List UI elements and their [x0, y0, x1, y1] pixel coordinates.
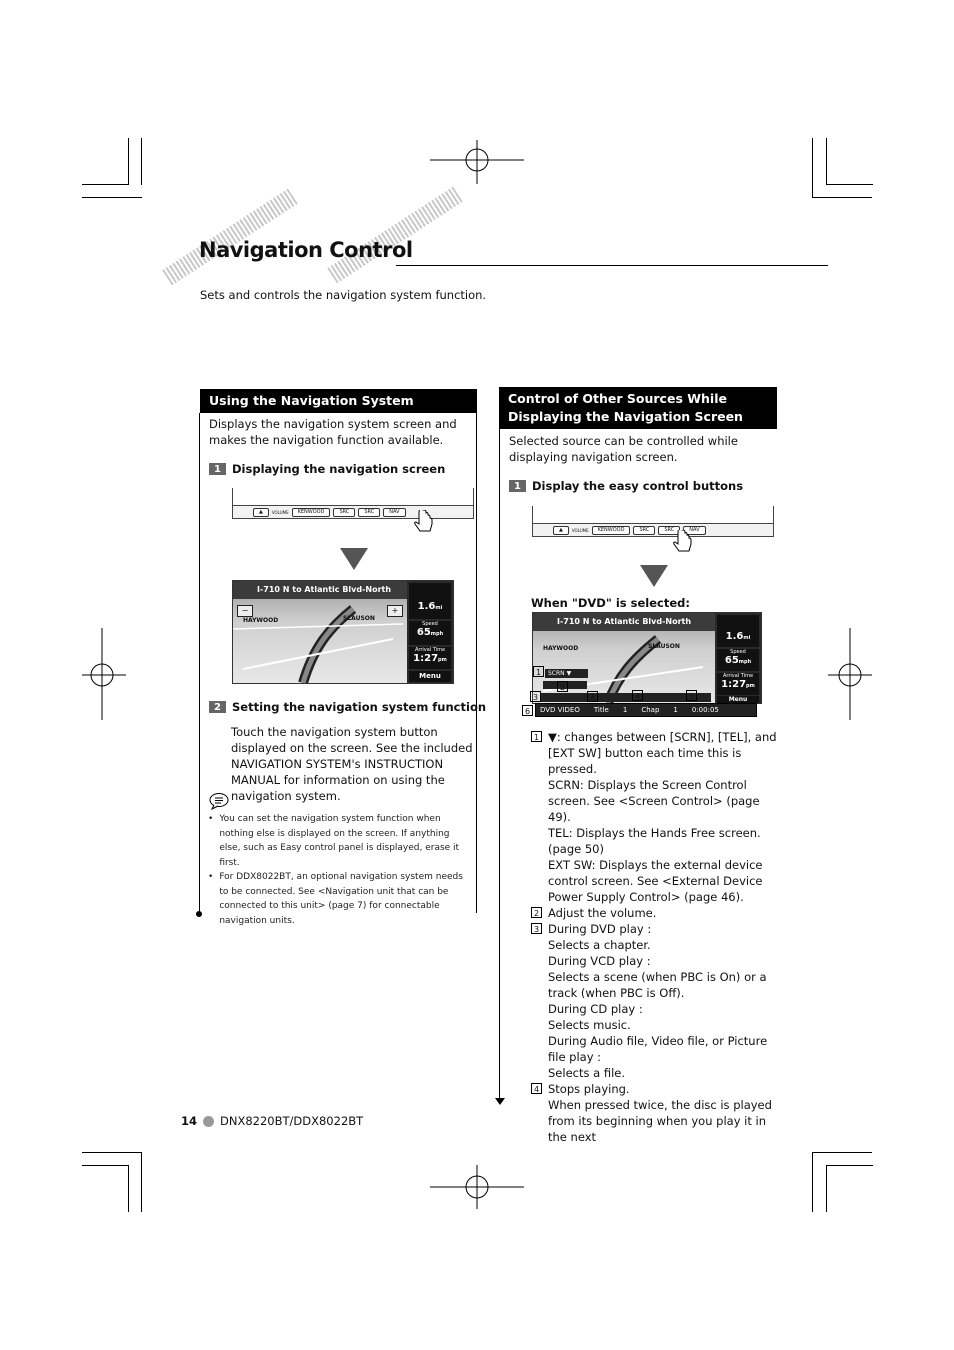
callout: 4 [632, 690, 643, 701]
crop-mark [82, 184, 129, 185]
step-label: Setting the navigation system function [232, 700, 487, 714]
crop-mark [812, 1152, 872, 1153]
section-heading-left: Using the Navigation System [200, 389, 477, 413]
step-2-left [209, 700, 486, 714]
crop-mark [812, 197, 872, 198]
panel-volume-label: VOLUME [271, 509, 289, 515]
registration-mark-icon [82, 628, 126, 720]
nav-street: I-710 N to Atlantic Blvd-North [233, 581, 407, 599]
map-place-label: HAYWOOD [243, 617, 279, 624]
crop-mark [812, 1152, 813, 1212]
column-divider-right [499, 429, 500, 1099]
section-heading-right: Control of Other Sources While Displaying the Navigation Screen [499, 387, 777, 429]
panel-button-bar [533, 523, 773, 536]
panel-src-button[interactable]: SRC [333, 508, 355, 517]
arrival-box [409, 647, 451, 669]
crop-mark [826, 1165, 827, 1212]
panel-nav-button[interactable]: NAV [683, 526, 705, 535]
distance-box [717, 615, 759, 647]
speed-unit: mph [430, 631, 444, 637]
title-rule [396, 265, 828, 266]
decorative-stripe [327, 187, 463, 284]
callout: 1 [533, 666, 544, 677]
map-place-label: HAYWOOD [543, 645, 579, 652]
distance-unit: mi [435, 605, 443, 611]
head-unit-panel [232, 488, 474, 519]
footer-dot-icon [203, 1116, 214, 1127]
list-item: 3 During DVD play : Selects a chapter. During VCD play : Selects a scene (when PBC is On) or a track (when PBC is Off). During CD play : Selects music. During Audio file, Video file, or Picture file play : Selects a file. [531, 921, 779, 1081]
panel-button[interactable]: ▲ [253, 508, 269, 517]
crop-mark [812, 138, 813, 198]
step-number: 2 [209, 701, 226, 713]
step-2-body: Touch the navigation system button displayed on the screen. See the included NAVIGATION SYSTEM's INSTRUCTION MANUAL for information on using the navigation system. [231, 725, 473, 803]
when-label: When "DVD" is selected: [531, 596, 690, 610]
scrn-button[interactable]: SCRN ▼ [545, 669, 588, 678]
speed-box [717, 649, 759, 671]
map-place-label: SLAUSON [343, 615, 375, 622]
left-border [199, 413, 200, 913]
panel-brand: KENWOOD [292, 508, 331, 517]
hand-pointer-icon [413, 510, 435, 536]
page-intro: Sets and controls the navigation system function. [200, 288, 487, 302]
page-footer [181, 1114, 363, 1128]
crop-mark [826, 184, 873, 185]
arrival-box [717, 673, 759, 695]
menu-button[interactable]: Menu [409, 671, 451, 682]
head-unit-panel [532, 506, 774, 537]
distance-value: 1.6 [417, 601, 436, 612]
crop-mark [128, 138, 129, 185]
crop-mark [141, 1152, 142, 1212]
step-number: 1 [509, 480, 526, 492]
zoom-in-button[interactable]: + [387, 605, 403, 617]
callout: 3 [587, 691, 598, 702]
panel-src-button[interactable]: SRC [633, 526, 655, 535]
page-title: Navigation Control [199, 238, 413, 262]
panel-button-bar [233, 505, 473, 518]
nav-info-column [715, 613, 761, 703]
registration-mark-icon [430, 140, 524, 184]
callout: 2 [557, 681, 568, 692]
decorative-stripe [162, 189, 298, 286]
registration-mark-icon [828, 628, 872, 720]
section-description-right: Selected source can be controlled while displaying navigation screen. [509, 434, 738, 464]
arrival-unit: pm [438, 657, 447, 663]
arrival-value: 1:27 [413, 653, 439, 664]
column-divider [476, 413, 477, 913]
step-1-right [509, 479, 743, 493]
speed-box [409, 621, 451, 645]
arrival-value: 1:27 [721, 679, 747, 690]
speed-unit: mph [738, 659, 752, 665]
continue-arrow-icon [495, 1096, 505, 1106]
note-item: • For DDX8022BT, an optional navigation system needs to be connected. See <Navigation unit that can be connected to this unit> (page 7) for connectable navigation units. [208, 872, 463, 926]
panel-src-button[interactable]: SRC [658, 526, 680, 535]
step-label: Display the easy control buttons [532, 479, 744, 493]
navigation-screen [232, 580, 454, 684]
model-names: DNX8220BT/DDX8022BT [220, 1114, 364, 1128]
distance-box [409, 583, 451, 619]
zoom-out-button[interactable]: − [237, 605, 253, 617]
panel-volume-label: VOLUME [571, 527, 589, 533]
hand-pointer-icon [672, 530, 694, 556]
arrival-label: Arrival Time [722, 673, 754, 679]
map-place-label: SLAUSON [648, 643, 680, 650]
arrival-unit: pm [746, 683, 755, 689]
callout: 5 [686, 690, 697, 701]
dvd-info-bar: DVD VIDEO Title 1 Chap 1 0:00:05 [535, 703, 757, 717]
crop-mark [128, 1165, 129, 1212]
panel-nav-button[interactable]: NAV [383, 508, 405, 517]
map-road-icon [233, 599, 407, 683]
callout: 6 [522, 705, 533, 716]
step-number: 1 [209, 463, 226, 475]
panel-button[interactable]: ▲ [553, 526, 569, 535]
crop-mark [82, 1165, 129, 1166]
menu-button[interactable]: Menu [717, 696, 759, 703]
crop-mark [141, 138, 142, 185]
down-arrow-icon [640, 565, 668, 587]
down-arrow-icon [340, 548, 368, 570]
distance-value: 1.6 [725, 631, 744, 642]
nav-info-column [407, 581, 453, 683]
list-item: 1 ▼: changes between [SCRN], [TEL], and [EXT SW] button each time this is pressed. SCRN: Displays the Screen Control screen. See <Screen Control> (page 49). TEL: Displays the Hands Free screen. (page 50) EXT SW: Displays the external device control screen. See <External Device Power Supply Control> (page 46). [531, 729, 779, 905]
section-description-left: Displays the navigation system screen and makes the navigation function available. [209, 417, 457, 447]
page-number: 14 [181, 1114, 198, 1128]
note-icon [208, 792, 230, 810]
callout: 3 [530, 691, 541, 702]
callout-descriptions [531, 729, 779, 1145]
distance-unit: mi [743, 635, 751, 641]
notes-list [208, 812, 470, 928]
crop-mark [826, 138, 827, 185]
crop-mark [82, 197, 142, 198]
nav-street: I-710 N to Atlantic Blvd-North [533, 613, 715, 631]
speed-value: 65 [416, 627, 431, 638]
panel-brand: KENWOOD [592, 526, 631, 535]
list-item: 2 Adjust the volume. [531, 905, 779, 921]
speed-label: Speed [422, 621, 438, 627]
speed-label: Speed [730, 649, 746, 655]
note-item: • You can set the navigation system function when nothing else is displayed on the screen. If anything else, such as Easy control panel is displayed, erase it first. [208, 814, 460, 868]
crop-mark [82, 1152, 142, 1153]
step-label: Displaying the navigation screen [232, 462, 446, 476]
registration-mark-icon [430, 1165, 524, 1209]
step-1-left [209, 462, 445, 476]
arrival-label: Arrival Time [414, 647, 446, 653]
list-item: 4 Stops playing. When pressed twice, the disc is played from its beginning when you play it in the next [531, 1081, 779, 1145]
speed-value: 65 [724, 655, 739, 666]
crop-mark [826, 1165, 873, 1166]
panel-src-button[interactable]: SRC [358, 508, 380, 517]
